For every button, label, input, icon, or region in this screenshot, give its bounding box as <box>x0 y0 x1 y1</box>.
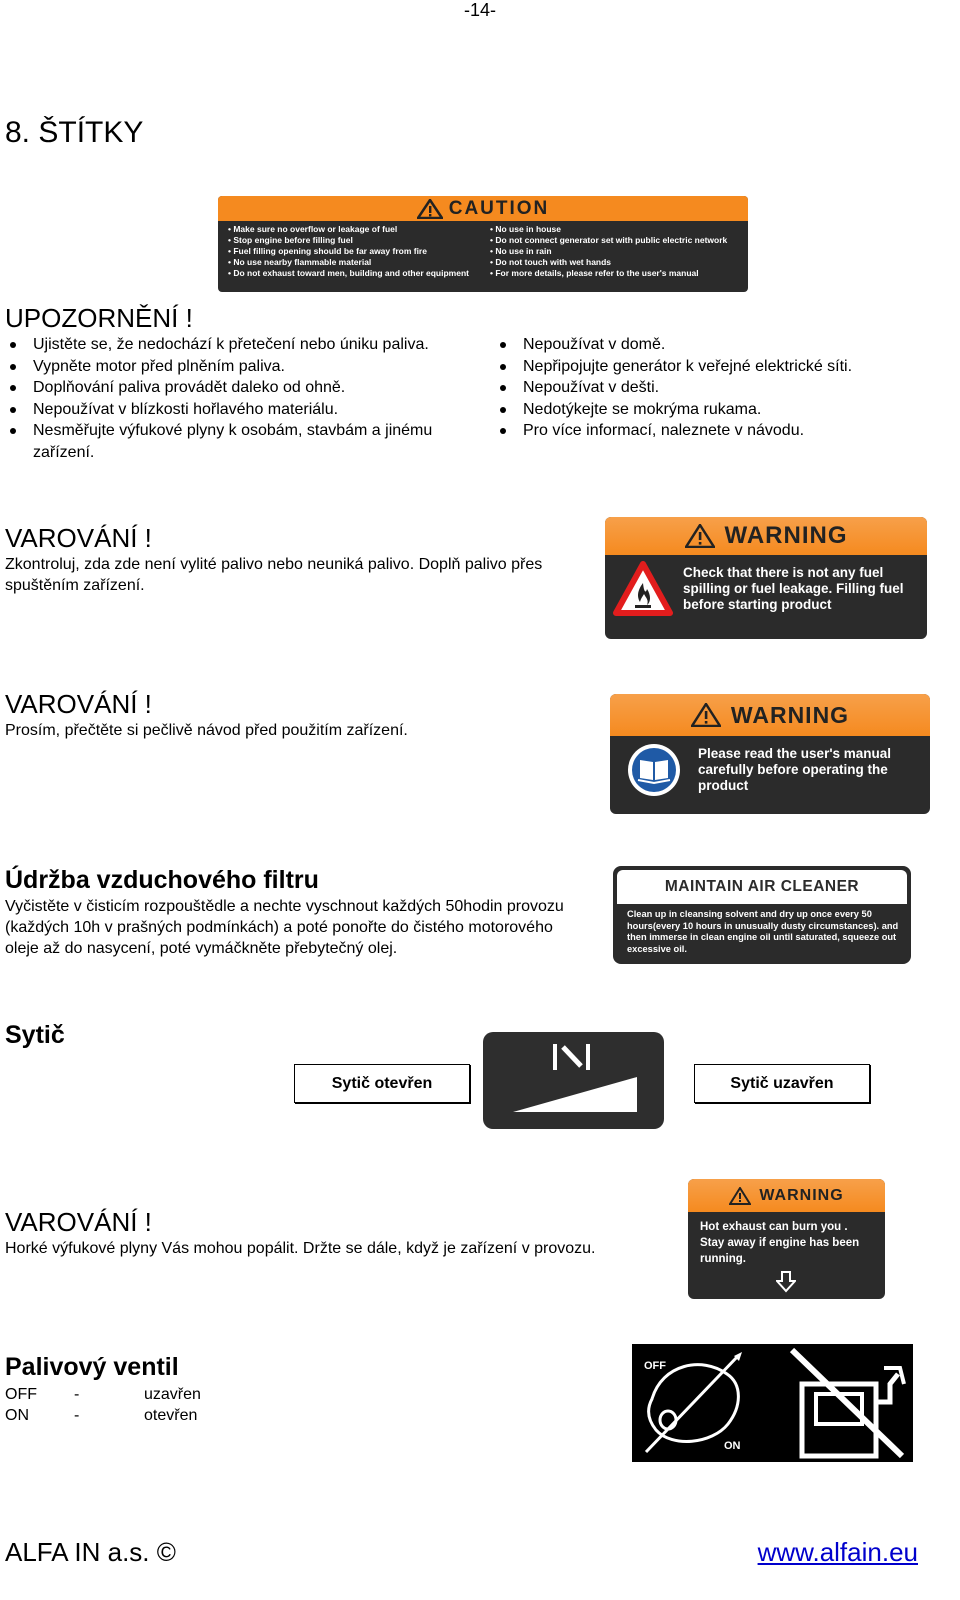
section-title: 8. ŠTÍTKY <box>5 116 144 149</box>
warning2-title: VAROVÁNÍ ! <box>5 689 152 719</box>
fuel-valve-value: uzavřen <box>144 1386 201 1403</box>
air-filter-title: Údržba vzduchového filtru <box>5 866 319 894</box>
caution-item: • Do not connect generator set with public electric network <box>490 235 740 246</box>
caution-left-list <box>228 224 490 279</box>
choke-open-label: Sytič otevřen <box>294 1064 470 1103</box>
fuel-valve-symbol <box>632 1344 913 1462</box>
warning3-title: VAROVÁNÍ ! <box>5 1207 152 1237</box>
list-item: Nesměřujte výfukové plyny k osobám, stavbám a jinému zařízení. <box>5 420 433 463</box>
footer-company: ALFA IN a.s. © <box>5 1537 176 1567</box>
list-item: Nepoužívat v blízkosti hořlavého materiálu. <box>5 399 475 421</box>
warning3-text: Horké výfukové plyny Vás mohou popálit. Držte se dále, když je zařízení v provozu. <box>5 1240 596 1257</box>
fuel-valve-key: OFF <box>5 1386 37 1403</box>
fuel-valve-value: otevřen <box>144 1407 198 1424</box>
warning1-label-header <box>605 517 927 555</box>
warning-triangle-icon <box>685 524 715 548</box>
warning2-text: Prosím, přečtěte si pečlivě návod před použitím zařízení. <box>5 722 408 739</box>
fuel-valve-key: ON <box>5 1407 29 1424</box>
fuel-valve-title: Palivový ventil <box>5 1353 179 1381</box>
choke-icon <box>483 1032 664 1129</box>
caution-item: • Make sure no overflow or leakage of fuel <box>228 224 490 235</box>
fire-hazard-icon <box>613 561 673 617</box>
warning1-heading: WARNING <box>724 522 848 549</box>
page-number: -14- <box>463 0 496 20</box>
warning1-text: Zkontroluj, zda zde není vylité palivo nebo neuniká palivo. Doplň palivo přes spuštěním zařízení. <box>5 556 543 594</box>
caution-heading: CAUTION <box>448 197 550 219</box>
upozorneni-left-list <box>5 334 475 463</box>
caution-item: • No use in rain <box>490 246 740 257</box>
warning3-heading: WARNING <box>759 1186 844 1204</box>
fuel-valve-off-text: OFF <box>644 1360 666 1372</box>
caution-label-header <box>218 196 748 221</box>
warning2-label <box>610 694 930 814</box>
caution-item: • Stop engine before filling fuel <box>228 235 490 246</box>
air-filter-text: Vyčistěte v čisticím rozpouštědle a nechte vyschnout každých 50hodin provozu (každých 10h v prašných podmínkách) a poté ponořte do čistého motorového oleje až do nasycení, poté vymáčkněte přebytečný olej. <box>5 898 564 957</box>
choke-title: Sytič <box>5 1021 65 1049</box>
warning-triangle-icon <box>691 703 721 727</box>
caution-item: • Do not touch with wet hands <box>490 257 740 268</box>
air-cleaner-label-text: Clean up in cleansing solvent and dry up once every 50 hours(every 10 hours in unusually dusty circumstances). and then immerse in clean engine oil until saturated, squeeze out excessive oil. <box>627 909 899 954</box>
fuel-valve-on-text: ON <box>724 1440 741 1452</box>
fuel-valve-row-off <box>5 1384 201 1405</box>
footer-website-link[interactable]: www.alfain.eu <box>757 1537 918 1567</box>
warning2-label-header <box>610 694 930 736</box>
list-item: Doplňování paliva provádět daleko od ohně. <box>5 377 475 399</box>
upozorneni-right-list <box>495 334 935 442</box>
manual-book-icon <box>626 742 682 798</box>
warning-triangle-icon <box>417 199 443 219</box>
caution-right-list <box>490 224 740 279</box>
warning3-label-header <box>688 1179 885 1212</box>
caution-item: • No use in house <box>490 224 740 235</box>
air-cleaner-label <box>613 866 911 964</box>
air-cleaner-heading: MAINTAIN AIR CLEANER <box>617 870 907 904</box>
warning1-label <box>605 517 927 639</box>
list-item: Pro více informací, naleznete v návodu. <box>495 420 935 442</box>
list-item: Nepoužívat v dešti. <box>495 377 935 399</box>
list-item: Ujistěte se, že nedochází k přetečení nebo úniku paliva. <box>5 334 475 356</box>
fuel-valve-icon <box>632 1344 913 1462</box>
warning-triangle-icon <box>729 1187 751 1205</box>
fuel-valve-dash: - <box>74 1386 80 1403</box>
warning1-title: VAROVÁNÍ ! <box>5 523 152 553</box>
warning3-label-text: Hot exhaust can burn you . Stay away if engine has been running. <box>700 1221 860 1265</box>
caution-label <box>218 196 748 292</box>
list-item: Nepřipojujte generátor k veřejné elektrické síti. <box>495 356 935 378</box>
warning1-label-text: Check that there is not any fuel spilling or fuel leakage. Filling fuel before starting product <box>683 565 904 612</box>
warning2-label-text: Please read the user's manual carefully before operating the product <box>698 746 892 793</box>
choke-closed-label: Sytič uzavřen <box>694 1064 870 1103</box>
upozorneni-title: UPOZORNĚNÍ ! <box>5 303 193 333</box>
choke-symbol <box>483 1032 664 1129</box>
fuel-valve-dash: - <box>74 1407 80 1424</box>
caution-item: • No use nearby flammable material <box>228 257 490 268</box>
arrow-down-icon <box>776 1271 796 1293</box>
caution-item: • For more details, please refer to the user's manual <box>490 268 740 279</box>
fuel-valve-row-on <box>5 1405 197 1426</box>
list-item: Nepoužívat v domě. <box>495 334 935 356</box>
caution-item: • Do not exhaust toward men, building and other equipment <box>228 268 490 279</box>
list-item: Vypněte motor před plněním paliva. <box>5 356 475 378</box>
list-item: Nedotýkejte se mokrýma rukama. <box>495 399 935 421</box>
caution-item: • Fuel filling opening should be far away from fire <box>228 246 490 257</box>
warning2-heading: WARNING <box>730 701 850 728</box>
warning3-label <box>688 1179 885 1299</box>
